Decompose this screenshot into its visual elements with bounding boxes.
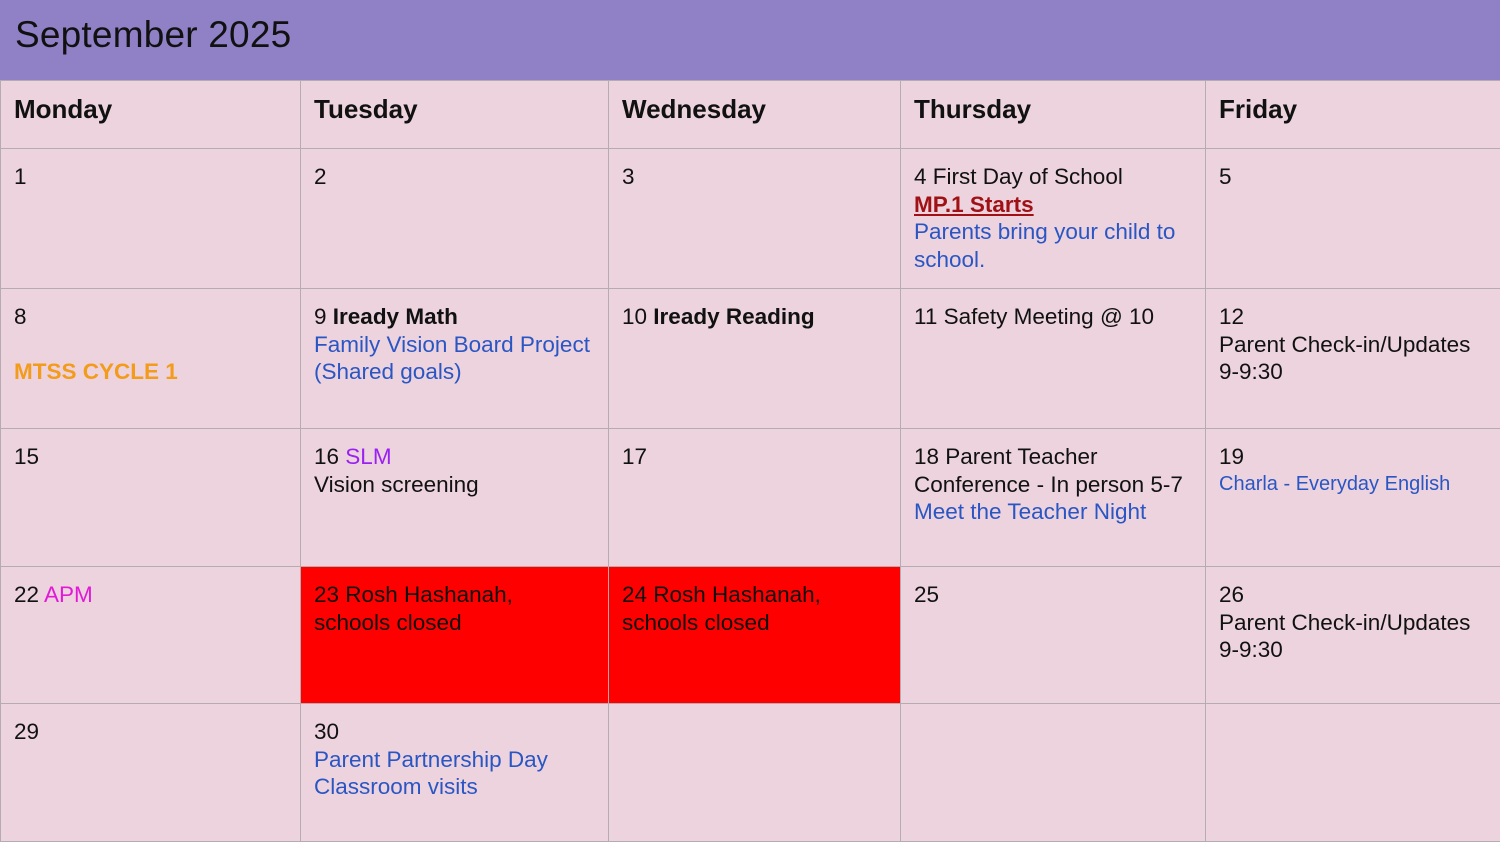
day-number: 30: [314, 719, 340, 744]
day-cell-22: [1, 567, 301, 704]
empty-cell: [901, 704, 1206, 842]
day-number: 15: [14, 444, 40, 469]
event-rosh-hashanah: 23 Rosh Hashanah, schools closed: [314, 582, 513, 635]
day-cell-2: [301, 149, 609, 289]
day-cell-1: [1, 149, 301, 289]
event-parent-partnership-day: Parent Partnership Day: [314, 746, 548, 772]
day-cell-16: [301, 429, 609, 567]
weekday-tuesday: Tuesday: [301, 81, 609, 149]
event-charla: Charla - Everyday English: [1219, 472, 1451, 495]
week-row-5: [1, 704, 1500, 842]
event-rosh-hashanah: 24 Rosh Hashanah, schools closed: [622, 582, 821, 635]
weekday-friday: Friday: [1206, 81, 1500, 149]
day-number: 10: [622, 304, 648, 329]
weekday-monday: Monday: [1, 81, 301, 149]
day-cell-29: [1, 704, 301, 842]
day-cell-4: [901, 149, 1206, 289]
day-cell-15: [1, 429, 301, 567]
event-parents-bring-child: Parents bring your child to school.: [914, 219, 1176, 272]
day-cell-8: [1, 289, 301, 429]
day-number: 2: [314, 164, 327, 189]
day-number: 1: [14, 164, 27, 189]
day-number: 5: [1219, 164, 1232, 189]
event-slm: SLM: [345, 444, 392, 469]
event-iready-math: Iready Math: [332, 304, 458, 329]
day-cell-26: [1206, 567, 1500, 704]
first-day-of-school: 4 First Day of School: [914, 164, 1123, 189]
day-cell-18: [901, 429, 1206, 567]
day-number: 17: [622, 444, 648, 469]
day-cell-17: [609, 429, 901, 567]
day-cell-30: [301, 704, 609, 842]
event-parent-check-in: Parent Check-in/Updates 9-9:30: [1219, 331, 1471, 384]
mp1-starts-link[interactable]: MP.1 Starts: [914, 191, 1034, 217]
day-number: 16: [314, 444, 340, 469]
day-cell-10: [609, 289, 901, 429]
day-number: 19: [1219, 444, 1245, 469]
event-iready-reading: Iready Reading: [653, 304, 815, 329]
day-cell-3: [609, 149, 901, 289]
day-cell-12: [1206, 289, 1500, 429]
event-family-vision-board: Family Vision Board Project (Shared goals): [314, 331, 590, 384]
day-cell-19: [1206, 429, 1500, 567]
calendar-title: September 2025: [15, 14, 292, 55]
day-cell-9: [301, 289, 609, 429]
day-cell-23-holiday: [301, 567, 609, 704]
week-row-2: [1, 289, 1500, 429]
week-row-1: [1, 149, 1500, 289]
event-meet-the-teacher: Meet the Teacher Night: [914, 499, 1147, 524]
event-vision-screening: Vision screening: [314, 471, 479, 497]
day-number: 12: [1219, 304, 1245, 329]
day-number: 25: [914, 582, 940, 607]
event-safety-meeting: 11 Safety Meeting @ 10: [914, 304, 1155, 329]
event-classroom-visits: Classroom visits: [314, 774, 478, 799]
empty-cell: [609, 704, 901, 842]
day-cell-5: [1206, 149, 1500, 289]
weekday-thursday: Thursday: [901, 81, 1206, 149]
day-number: 9: [314, 304, 327, 329]
week-row-4: [1, 567, 1500, 704]
day-number: 22: [14, 582, 40, 607]
event-mtss-cycle: MTSS CYCLE 1: [14, 358, 178, 384]
day-number: 29: [14, 719, 40, 744]
day-number: 8: [14, 304, 27, 329]
calendar-header: [0, 0, 1500, 80]
calendar-grid: [0, 80, 1500, 842]
day-cell-24-holiday: [609, 567, 901, 704]
week-row-3: [1, 429, 1500, 567]
event-parent-teacher-conference: 18 Parent Teacher Conference - In person 5-7: [914, 444, 1183, 497]
weekday-header-row: [1, 81, 1500, 149]
event-parent-check-in: Parent Check-in/Updates 9-9:30: [1219, 609, 1471, 662]
event-apm: APM: [44, 582, 93, 607]
weekday-wednesday: Wednesday: [609, 81, 901, 149]
day-number: 26: [1219, 582, 1245, 607]
day-cell-11: [901, 289, 1206, 429]
day-number: 3: [622, 164, 635, 189]
day-cell-25: [901, 567, 1206, 704]
empty-cell: [1206, 704, 1500, 842]
